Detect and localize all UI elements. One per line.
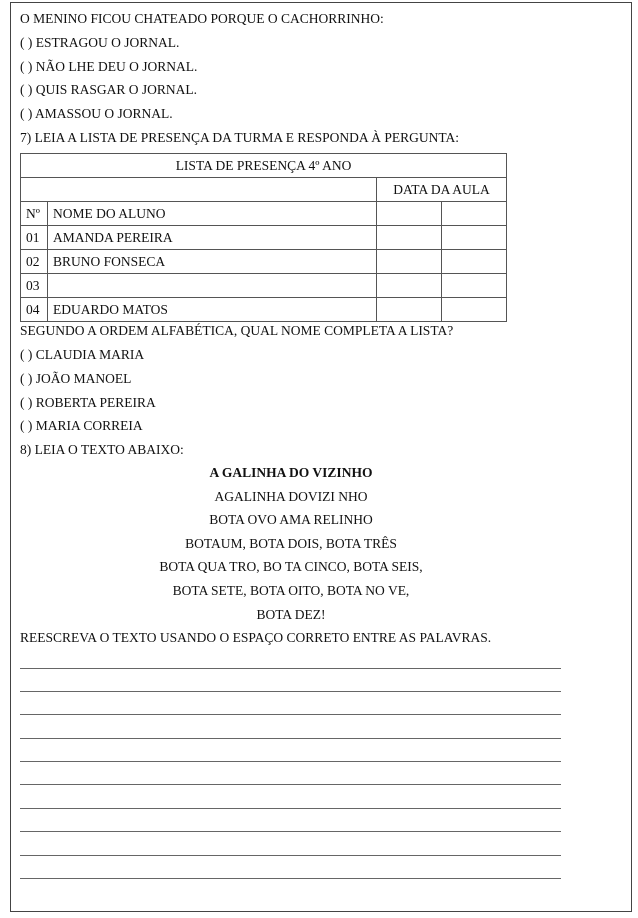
q8-prompt: 8) LEIA O TEXTO ABAIXO: [20, 442, 184, 457]
table-row-num: 04 [21, 298, 48, 322]
table-col-num-header: Nº [21, 202, 48, 226]
q6-option-b[interactable]: ( ) NÃO LHE DEU O JORNAL. [20, 59, 198, 74]
answer-line[interactable] [20, 855, 561, 856]
answer-line[interactable] [20, 761, 561, 762]
table-cell-date [442, 226, 507, 250]
table-row-num: 02 [21, 250, 48, 274]
table-cell-date [377, 226, 442, 250]
poem-line: BOTAUM, BOTA DOIS, BOTA TRÊS [185, 536, 397, 551]
table-cell-empty [21, 178, 377, 202]
q7-prompt: 7) LEIA A LISTA DE PRESENÇA DA TURMA E RESPONDA À PERGUNTA: [20, 130, 460, 145]
q6-option-c[interactable]: ( ) QUIS RASGAR O JORNAL. [20, 82, 198, 97]
table-cell-date [377, 250, 442, 274]
poem-title: A GALINHA DO VIZINHO [209, 465, 373, 480]
table-col-name-header: NOME DO ALUNO [48, 202, 377, 226]
answer-line[interactable] [20, 714, 561, 715]
answer-line[interactable] [20, 808, 561, 809]
q7-option-a[interactable]: ( ) CLAUDIA MARIA [20, 347, 145, 362]
table-row-name [48, 274, 377, 298]
poem-line: BOTA OVO AMA RELINHO [209, 512, 373, 527]
answer-line[interactable] [20, 738, 561, 739]
table-row-name: AMANDA PEREIRA [48, 226, 377, 250]
table-row [21, 250, 507, 274]
table-cell-date [377, 274, 442, 298]
table-title: LISTA DE PRESENÇA 4º ANO [21, 154, 507, 178]
q7-option-b[interactable]: ( ) JOÃO MANOEL [20, 371, 132, 386]
attendance-table [20, 153, 507, 322]
table-cell-date [442, 202, 507, 226]
table-cell-date [442, 274, 507, 298]
q6-prompt: O MENINO FICOU CHATEADO PORQUE O CACHORRINHO: [20, 11, 384, 26]
q6-option-a[interactable]: ( ) ESTRAGOU O JORNAL. [20, 35, 180, 50]
answer-line[interactable] [20, 691, 561, 692]
table-row [21, 274, 507, 298]
poem-line: BOTA DEZ! [256, 607, 326, 622]
q8-instruction: REESCREVA O TEXTO USANDO O ESPAÇO CORRETO ENTRE AS PALAVRAS. [20, 630, 492, 645]
table-cell-date [377, 202, 442, 226]
table-cell-date [377, 298, 442, 322]
table-cell-date [442, 298, 507, 322]
table-row [21, 298, 507, 322]
table-row [21, 226, 507, 250]
table-header-row [21, 202, 507, 226]
q6-option-d[interactable]: ( ) AMASSOU O JORNAL. [20, 106, 173, 121]
answer-line[interactable] [20, 878, 561, 879]
q7-option-c[interactable]: ( ) ROBERTA PEREIRA [20, 395, 156, 410]
table-title-row [21, 154, 507, 178]
table-date-header: DATA DA AULA [377, 178, 507, 202]
table-row-name: EDUARDO MATOS [48, 298, 377, 322]
poem-line: AGALINHA DOVIZI NHO [214, 489, 368, 504]
answer-line[interactable] [20, 831, 561, 832]
answer-line[interactable] [20, 784, 561, 785]
table-cell-date [442, 250, 507, 274]
q7-question: SEGUNDO A ORDEM ALFABÉTICA, QUAL NOME COMPLETA A LISTA? [20, 323, 454, 338]
table-date-row [21, 178, 507, 202]
table-row-num: 01 [21, 226, 48, 250]
answer-line[interactable] [20, 668, 561, 669]
poem-line: BOTA SETE, BOTA OITO, BOTA NO VE, [172, 583, 410, 598]
poem-line: BOTA QUA TRO, BO TA CINCO, BOTA SEIS, [159, 559, 423, 574]
table-row-name: BRUNO FONSECA [48, 250, 377, 274]
table-row-num: 03 [21, 274, 48, 298]
q7-option-d[interactable]: ( ) MARIA CORREIA [20, 418, 143, 433]
